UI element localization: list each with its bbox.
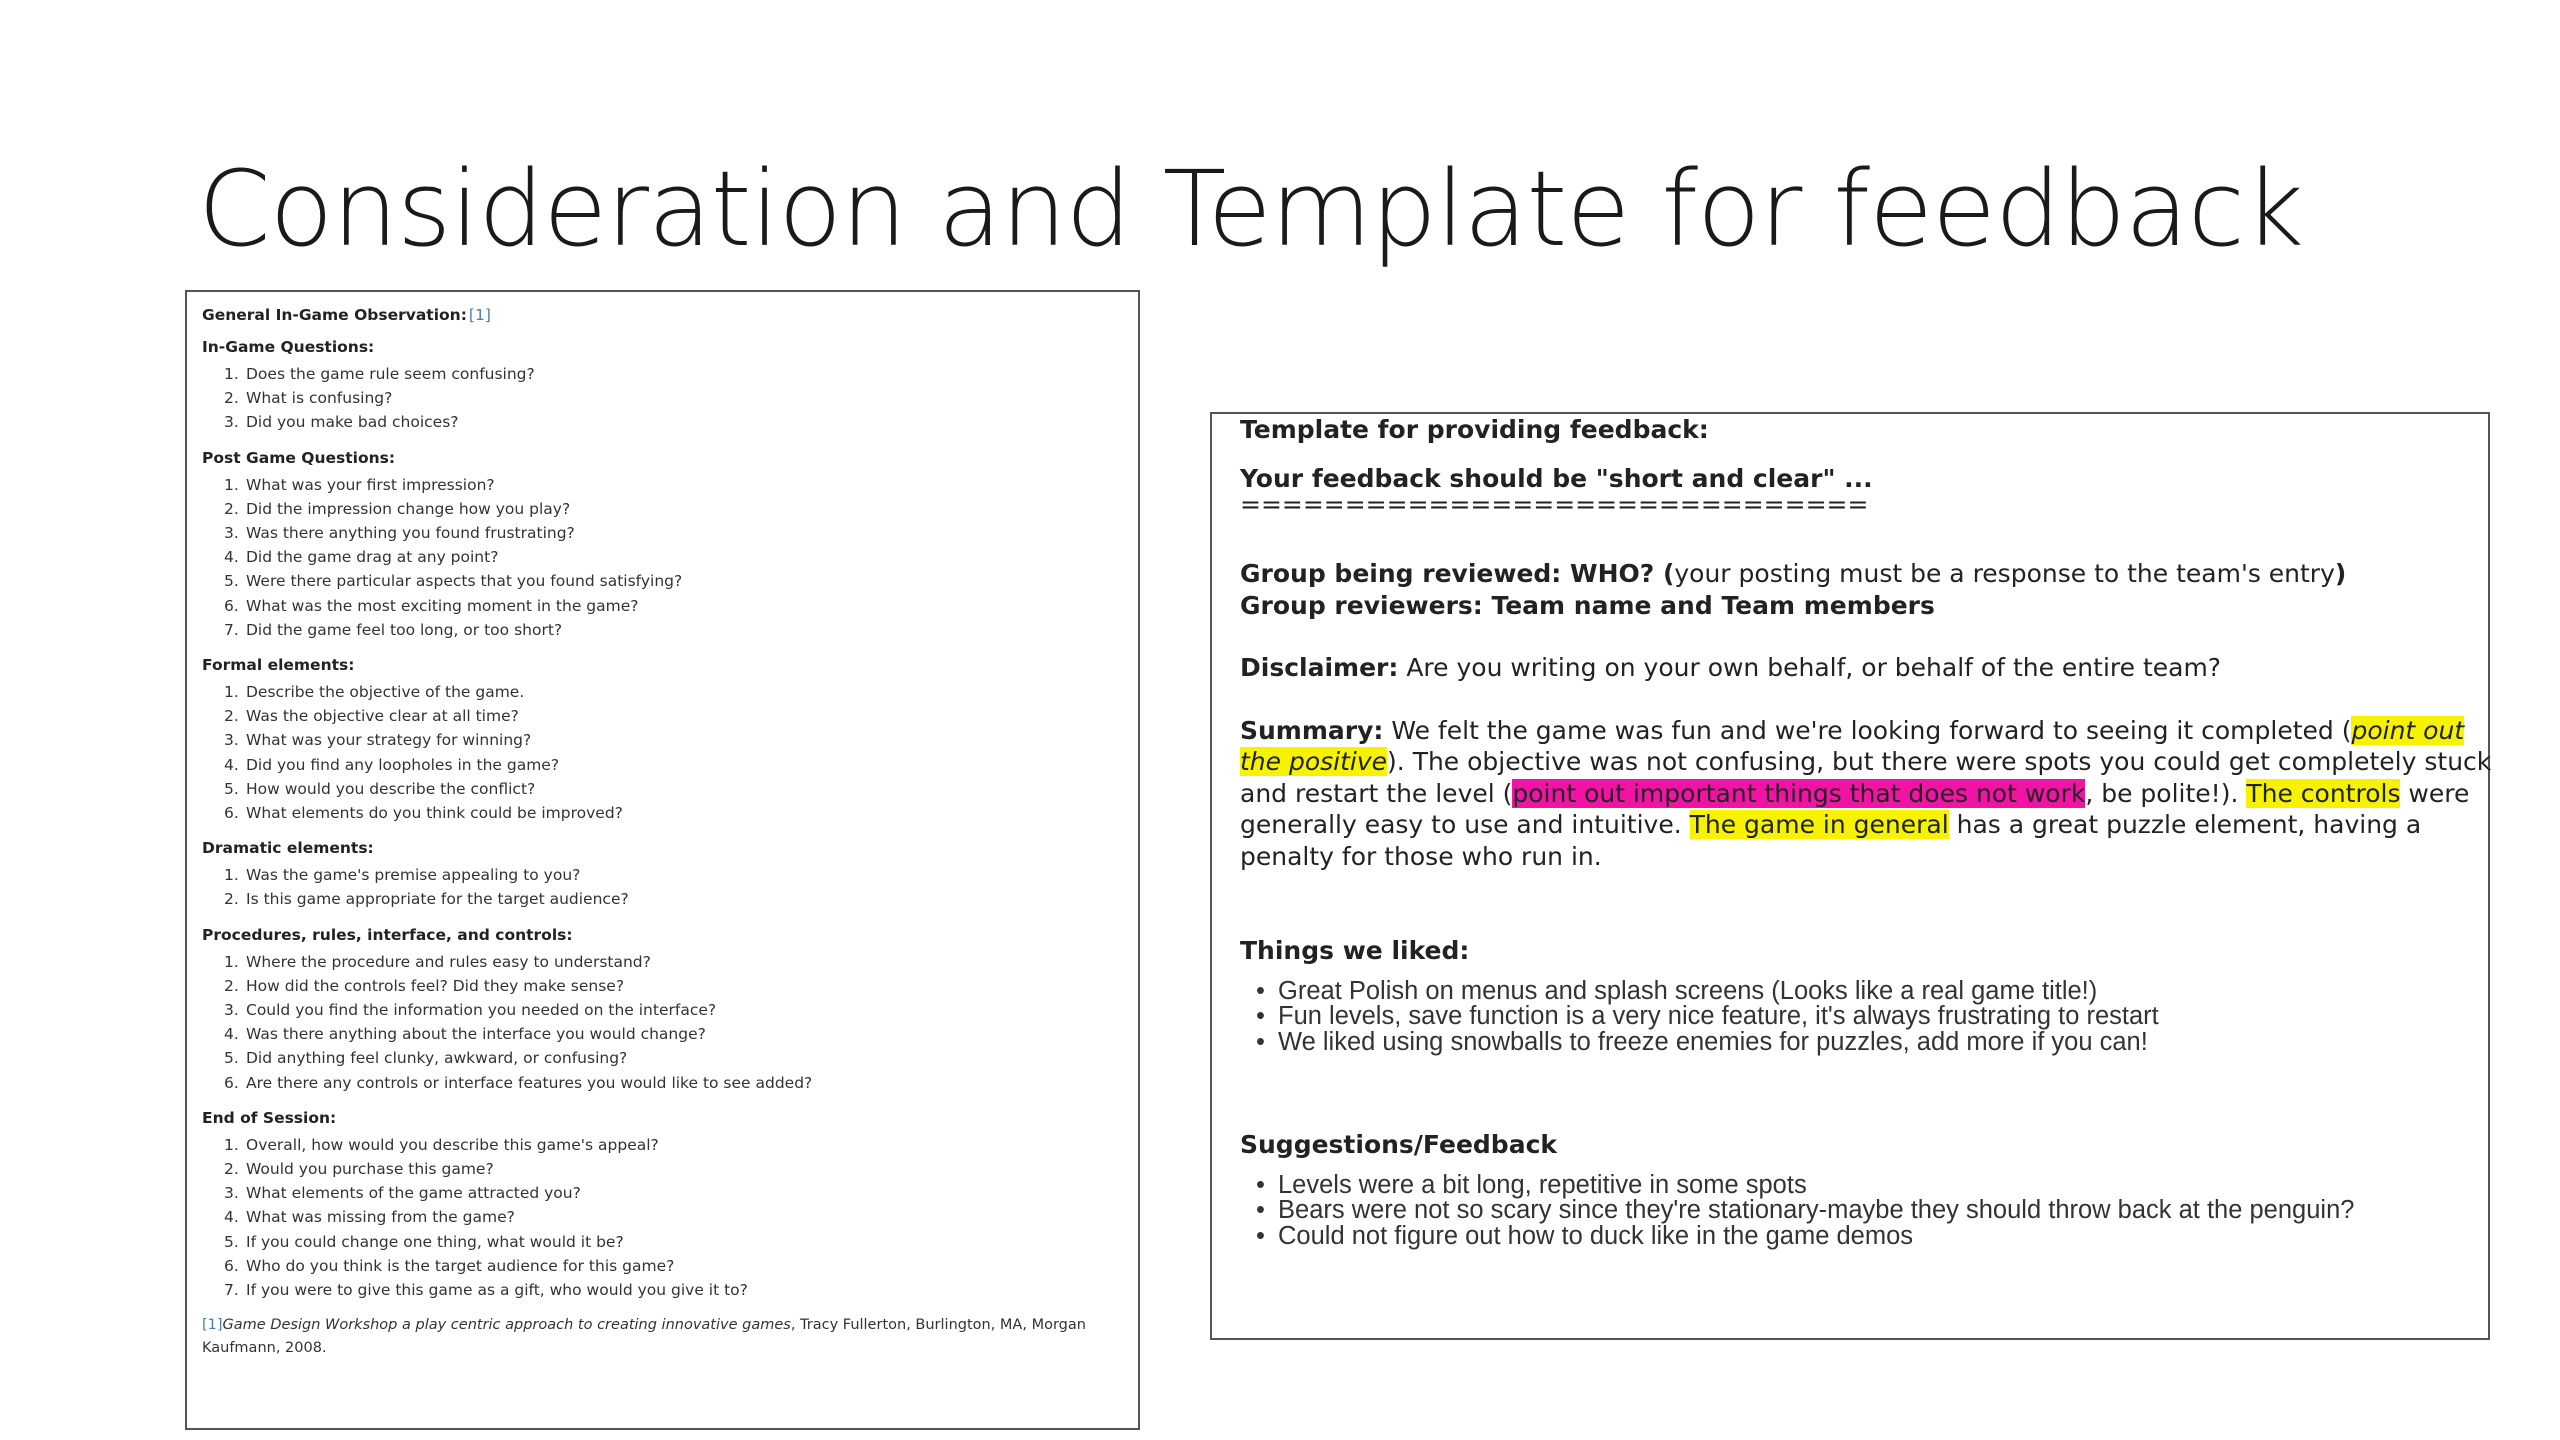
observation-heading: [202, 306, 1124, 324]
section-title: Procedures, rules, interface, and controls:: [202, 925, 573, 944]
section-title: Post Game Questions:: [202, 448, 396, 467]
summary-text: We felt the game was fun and we're looking forward to seeing it completed (: [1383, 715, 2352, 745]
group-reviewed-note: your posting must be a response to the team's entry: [1674, 559, 2335, 588]
question-item: Did anything feel clunky, awkward, or confusing?: [246, 1049, 628, 1068]
liked-item: • Fun levels, save function is a very nice feature, it's always frustrating to restart: [1278, 1004, 2488, 1030]
summary-text: ). The objective was not confusing, but there were spots you could get completely stuck: [1387, 747, 2492, 776]
observation-questions-panel: [185, 290, 1140, 1430]
disclaimer-label: Disclaimer:: [1240, 653, 1399, 682]
question-list: [202, 950, 1124, 1095]
summary-line-3: [1240, 778, 2488, 810]
question-item: If you could change one thing, what would it be?: [246, 1232, 624, 1251]
question-item: How would you describe the conflict?: [246, 779, 536, 798]
summary-text: , be polite!).: [2085, 778, 2247, 808]
footnote-book-title: Game Design Workshop a play centric approach to creating innovative games: [222, 1317, 791, 1334]
question-item: Was the game's premise appealing to you?: [246, 866, 581, 885]
question-item: What elements of the game attracted you?: [246, 1184, 581, 1203]
question-item: Describe the objective of the game.: [246, 683, 525, 702]
short-clear-note: Your feedback should be "short and clear" ...: [1240, 463, 1873, 493]
summary-text: has a great puzzle element, having a: [1948, 810, 2422, 839]
question-item: What is confusing?: [246, 389, 393, 408]
highlight-controls: The controls: [2246, 778, 2401, 808]
suggestions-list: [1240, 1170, 2488, 1250]
highlight-not-working: point out important things that does not work: [1512, 778, 2086, 808]
section-title: In-Game Questions:: [202, 338, 375, 356]
disclaimer-line: [1240, 652, 2488, 684]
separator: ==============================: [1240, 490, 1869, 519]
liked-item: • We liked using snowballs to freeze enemies for puzzles, add more if you can!: [1278, 1030, 2488, 1056]
summary-line-1: [1240, 715, 2488, 747]
footnote-ref-link[interactable]: [1]: [468, 306, 491, 324]
question-item: What elements do you think could be improved?: [246, 804, 623, 823]
footnote-citation: , Tracy Fullerton, Burlington, MA, Morgan Kaufmann, 2008.: [202, 1317, 1086, 1357]
highlight-positive: point out: [2351, 715, 2465, 745]
footnote-anchor[interactable]: [1]: [202, 1317, 223, 1334]
question-item: Was the objective clear at all time?: [246, 707, 519, 726]
question-item: Does the game rule seem confusing?: [246, 365, 535, 383]
suggestion-item: • Could not figure out how to duck like in the game demos: [1278, 1224, 2488, 1250]
question-list: [202, 863, 1124, 911]
question-item: What was your first impression?: [246, 475, 495, 494]
question-list: [202, 473, 1124, 642]
section-title: Formal elements:: [202, 656, 355, 675]
question-item: What was your strategy for winning?: [246, 731, 532, 750]
question-item: What was the most exciting moment in the game?: [246, 596, 639, 615]
liked-list: [1240, 976, 2488, 1056]
question-item: Who do you think is the target audience for this game?: [246, 1256, 675, 1275]
highlight-positive-cont: the positive: [1240, 747, 1388, 776]
summary-line-2: [1240, 746, 2492, 778]
liked-title: Things we liked:: [1240, 936, 1470, 965]
template-title: Template for providing feedback:: [1240, 415, 1709, 444]
question-list: [202, 680, 1124, 825]
summary-text: and restart the level (: [1240, 778, 1513, 808]
question-item: Would you purchase this game?: [246, 1160, 494, 1179]
feedback-template-panel: [1210, 412, 2490, 1340]
slide-title: Consideration and Template for feedback: [198, 148, 2304, 270]
section-title: End of Session:: [202, 1108, 337, 1127]
question-list: [202, 362, 1124, 435]
question-item: Did the game drag at any point?: [246, 548, 499, 567]
question-item: Are there any controls or interface features you would like to see added?: [246, 1073, 813, 1092]
question-item: Were there particular aspects that you found satisfying?: [246, 572, 683, 591]
footnote: [202, 1314, 1124, 1360]
question-list: [202, 1133, 1124, 1302]
group-reviewed-line: [1240, 558, 2488, 590]
suggestion-item: • Bears were not so scary since they're stationary-maybe they should throw back at the penguin?: [1278, 1198, 2488, 1224]
summary-line-5: penalty for those who run in.: [1240, 841, 1602, 871]
question-item: Did the impression change how you play?: [246, 499, 571, 518]
question-item: Did you find any loopholes in the game?: [246, 755, 560, 774]
question-item: Was there anything about the interface you would change?: [246, 1025, 706, 1044]
summary-line-4: [1240, 809, 2488, 841]
summary-text: generally easy to use and intuitive.: [1240, 810, 1690, 839]
question-item: How did the controls feel? Did they make sense?: [246, 976, 625, 995]
group-reviewed-label: Group being reviewed: WHO? (: [1240, 559, 1675, 588]
observation-heading-text: General In-Game Observation:: [202, 306, 467, 324]
question-item: Overall, how would you describe this game's appeal?: [246, 1135, 659, 1154]
question-item: Is this game appropriate for the target audience?: [246, 890, 629, 909]
question-sections: [202, 338, 1124, 1302]
liked-item: • Great Polish on menus and splash screens (Looks like a real game title!): [1278, 979, 2488, 1005]
disclaimer-text: Are you writing on your own behalf, or behalf of the entire team?: [1398, 653, 2222, 682]
suggestions-title: Suggestions/Feedback: [1240, 1130, 1558, 1159]
summary-label: Summary:: [1240, 715, 1384, 745]
question-item: Did you make bad choices?: [246, 413, 459, 432]
question-item: Could you find the information you needed on the interface?: [246, 1001, 717, 1020]
summary-text: were: [2400, 778, 2470, 808]
question-item: Was there anything you found frustrating?: [246, 524, 575, 543]
suggestion-item: • Levels were a bit long, repetitive in some spots: [1278, 1173, 2488, 1199]
question-item: If you were to give this game as a gift, who would you give it to?: [246, 1281, 748, 1300]
summary-block: [1240, 715, 2492, 873]
question-item: Where the procedure and rules easy to understand?: [246, 952, 651, 971]
question-item: What was missing from the game?: [246, 1208, 515, 1227]
section-title: Dramatic elements:: [202, 839, 374, 858]
group-reviewed-close: ): [2334, 559, 2347, 588]
highlight-game-general: The game in general: [1689, 810, 1949, 839]
group-reviewers-line: Group reviewers: Team name and Team members: [1240, 590, 1935, 620]
question-item: Did the game feel too long, or too short?: [246, 620, 563, 639]
